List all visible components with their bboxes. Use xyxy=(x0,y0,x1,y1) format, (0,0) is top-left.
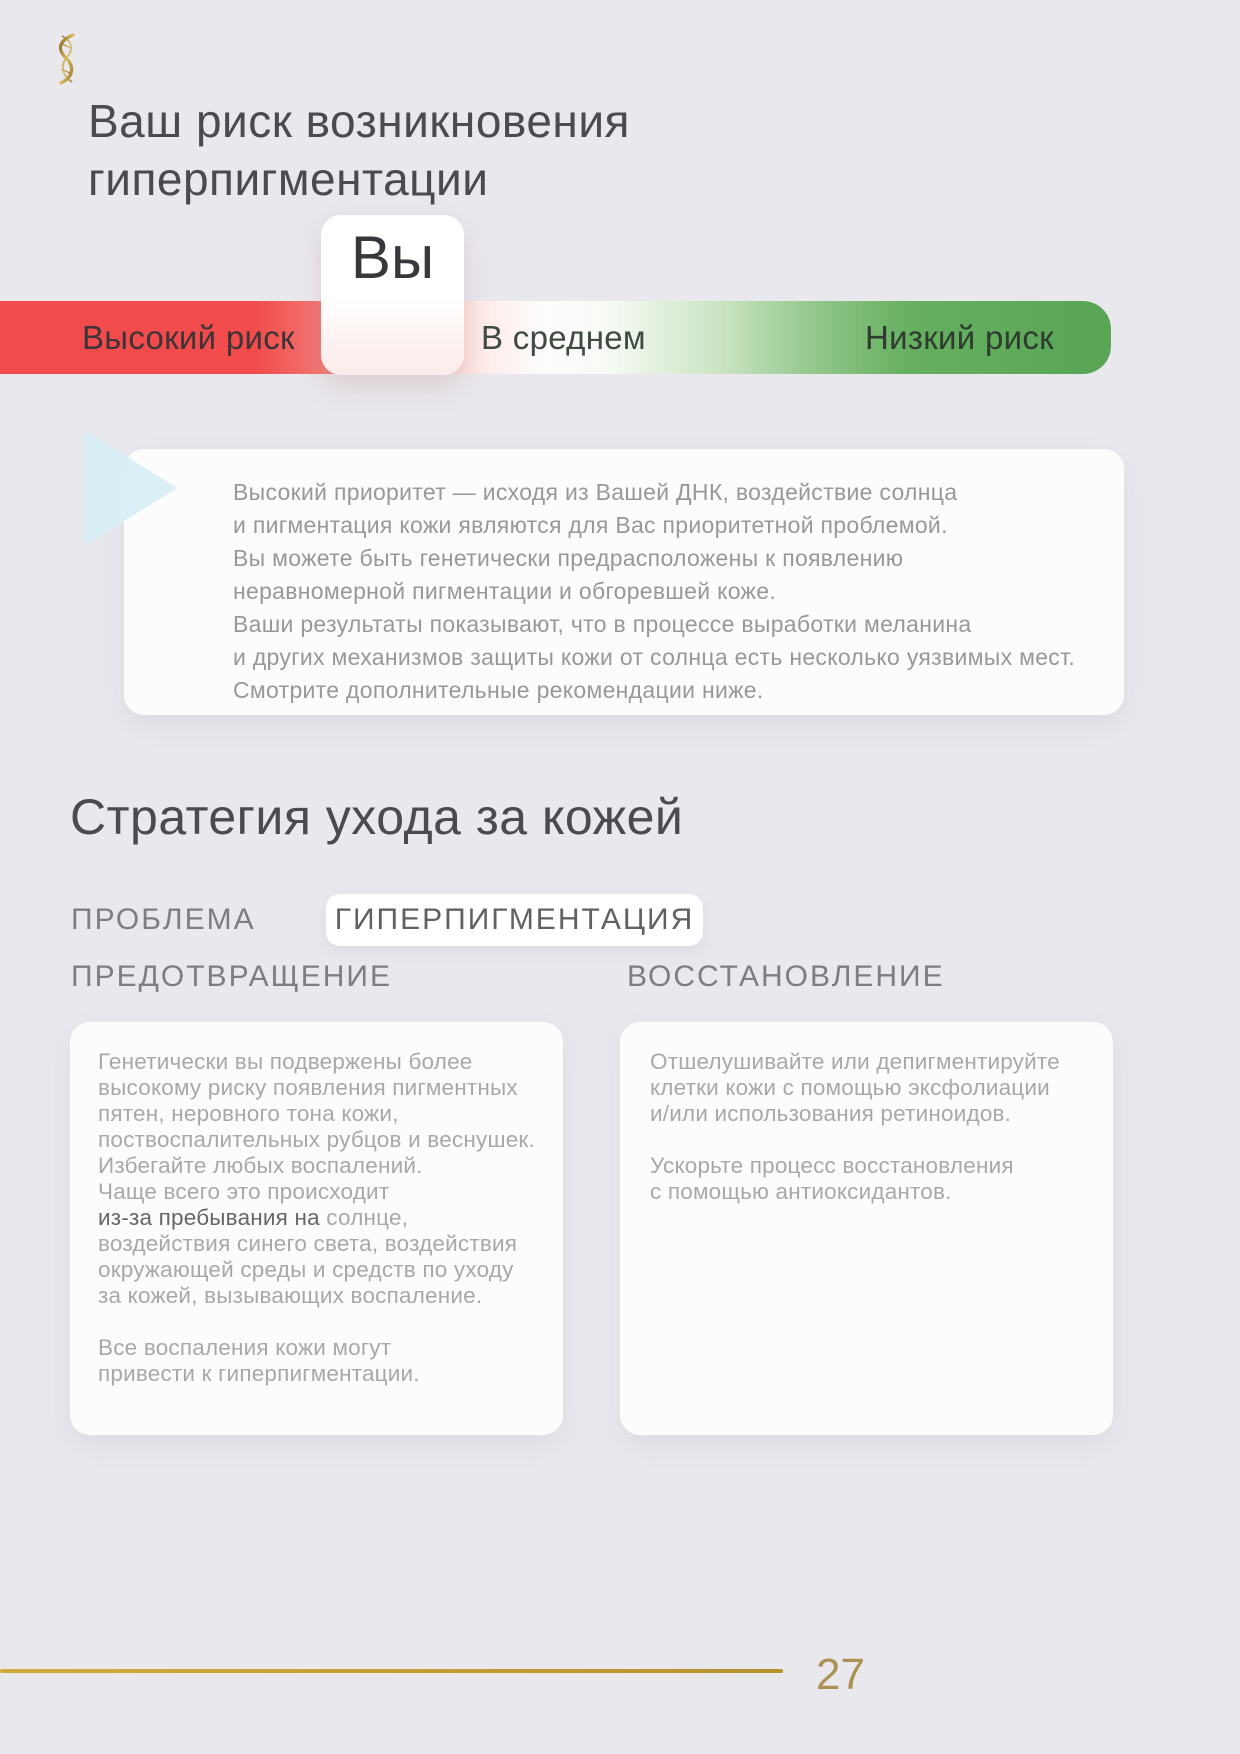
text-line: Ваши результаты показывают, что в процессе выработки меланина xyxy=(233,611,972,637)
prevention-heading: ПРЕДОТВРАЩЕНИЕ xyxy=(71,960,392,993)
risk-marker-you xyxy=(321,215,464,375)
text-line: привести к гиперпигментации. xyxy=(98,1361,420,1386)
risk-label-high: Высокий риск xyxy=(82,318,295,356)
summary-card xyxy=(124,449,1124,715)
text-line: Чаще всего это происходит xyxy=(98,1179,390,1204)
text-line: с помощью антиоксидантов. xyxy=(650,1179,952,1204)
footer-divider xyxy=(0,1669,783,1673)
text-line: и/или использования ретиноидов. xyxy=(650,1101,1012,1126)
problem-label: ПРОБЛЕМА xyxy=(71,903,256,936)
prevention-card-text xyxy=(98,1049,545,1387)
text-line: неравномерной пигментации и обгоревшей коже. xyxy=(233,578,777,604)
text-line: Высокий приоритет — исходя из Вашей ДНК, воздействие солнца xyxy=(233,479,958,505)
text-segment: солнце, xyxy=(319,1205,409,1230)
text-line: высокому риску появления пигментных xyxy=(98,1075,518,1100)
pointer-triangle-icon xyxy=(85,430,177,546)
risk-gradient-bar xyxy=(0,301,1111,374)
recovery-heading: ВОССТАНОВЛЕНИЕ xyxy=(627,960,945,993)
text-line: клетки кожи с помощью эксфолиации xyxy=(650,1075,1050,1100)
page-title-line1: Ваш риск возникновения xyxy=(88,95,630,147)
problem-value-chip: ГИПЕРПИГМЕНТАЦИЯ xyxy=(326,894,703,946)
text-line: Ускорьте процесс восстановления xyxy=(650,1153,1014,1178)
prevention-card xyxy=(70,1022,563,1435)
text-line: Все воспаления кожи могут xyxy=(98,1335,392,1360)
text-line: Избегайте любых воспалений. xyxy=(98,1153,423,1178)
risk-marker-label: Вы xyxy=(350,224,435,291)
text-line: пятен, неровного тона кожи, xyxy=(98,1101,399,1126)
summary-card-text xyxy=(233,476,1094,707)
text-line: воздействия синего света, воздействия xyxy=(98,1231,518,1256)
text-line: окружающей среды и средств по уходу xyxy=(98,1257,514,1282)
text-line: и пигментация кожи являются для Вас приоритетной проблемой. xyxy=(233,512,948,538)
text-line: Вы можете быть генетически предрасположены к появлению xyxy=(233,545,904,571)
text-line: и других механизмов защиты кожи от солнца есть несколько уязвимых мест. xyxy=(233,644,1076,670)
strategy-heading: Стратегия ухода за кожей xyxy=(70,789,684,845)
recovery-card-text xyxy=(650,1049,1095,1205)
risk-label-medium: В среднем xyxy=(481,318,646,356)
emphasized-text: из-за пребывания на xyxy=(98,1205,320,1230)
text-line: за кожей, вызывающих воспаление. xyxy=(98,1283,483,1308)
text-line xyxy=(98,1205,545,1231)
text-line: поствоспалительных рубцов и веснушек. xyxy=(98,1127,535,1152)
risk-label-low: Низкий риск xyxy=(865,318,1054,356)
text-line xyxy=(650,1127,1095,1153)
text-line: Смотрите дополнительные рекомендации ниже. xyxy=(233,677,764,703)
recovery-card xyxy=(620,1022,1113,1435)
page-title xyxy=(88,92,630,208)
dna-logo-icon xyxy=(52,32,82,86)
text-line xyxy=(98,1309,545,1335)
text-line: Отшелушивайте или депигментируйте xyxy=(650,1049,1060,1074)
page-number: 27 xyxy=(816,1650,865,1699)
text-line: Генетически вы подвержены более xyxy=(98,1049,473,1074)
page-title-line2: гиперпигментации xyxy=(88,153,489,205)
